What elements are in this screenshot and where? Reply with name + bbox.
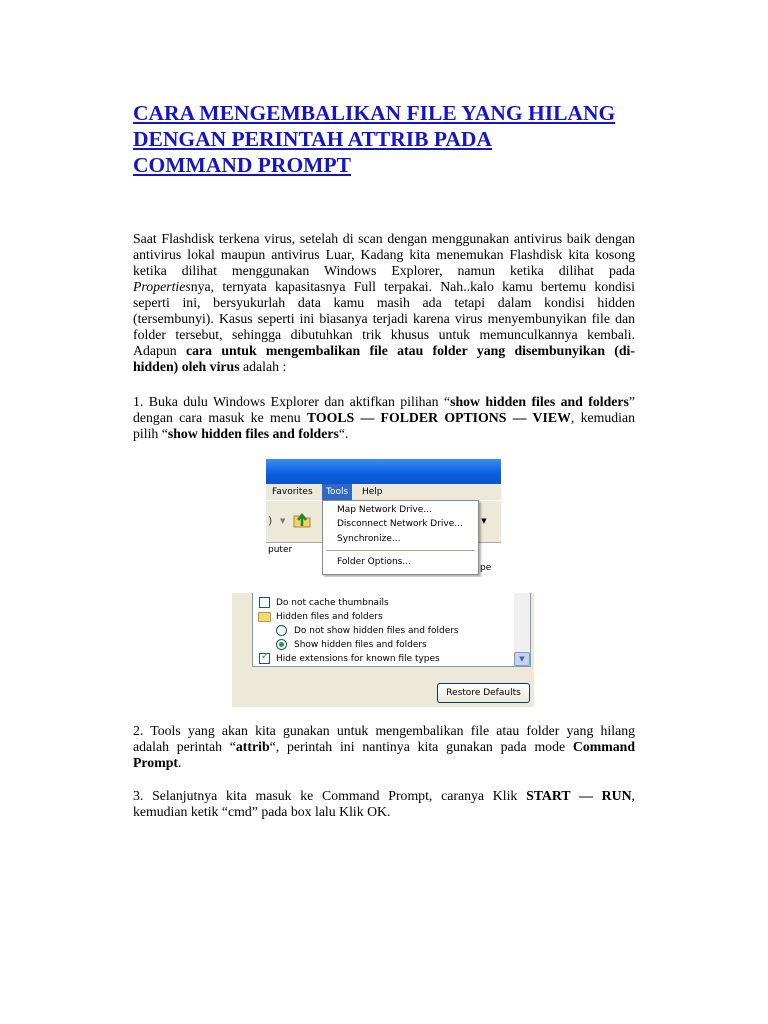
address-fragment: puter <box>268 545 293 555</box>
step-text: dengan cara masuk ke menu <box>133 410 307 425</box>
step-2-line <box>133 755 635 771</box>
step-2-paragraph <box>133 723 635 771</box>
step-bold: Command <box>572 739 635 754</box>
tools-dropdown-menu <box>322 500 479 575</box>
intro-bold: hidden) oleh virus <box>133 359 240 374</box>
step-2-line <box>133 739 635 755</box>
step-text: , kemudian <box>570 410 636 425</box>
step-text: pilih “ <box>133 426 168 441</box>
intro-text: Adapun <box>133 343 186 358</box>
show-hidden-radio[interactable] <box>276 639 287 650</box>
dropdown-arrow-icon[interactable]: ▼ <box>280 517 286 525</box>
intro-line <box>133 279 635 295</box>
intro-paragraph <box>133 231 635 375</box>
step-bold: TOOLS — FOLDER OPTIONS — VIEW <box>306 410 571 425</box>
title-line-2: DENGAN PERINTAH ATTRIB PADA <box>133 127 492 151</box>
step-text: , <box>631 788 635 803</box>
step-3-line <box>133 788 635 804</box>
hide-extensions-checkbox[interactable] <box>259 653 270 664</box>
menu-help[interactable]: Help <box>362 487 383 497</box>
step-text: . <box>177 755 182 770</box>
step-2-line: 2. Tools yang akan kita gunakan untuk mengembalikan file atau folder yang hilang <box>133 723 635 738</box>
step-1-line <box>133 394 635 410</box>
restore-defaults-button[interactable]: Restore Defaults <box>437 683 530 703</box>
step-bold: show hidden files and folders <box>450 394 629 409</box>
step-bold: Prompt <box>133 755 178 770</box>
scroll-down-icon[interactable]: ▼ <box>514 652 530 666</box>
menu-tools[interactable]: Tools <box>322 484 352 500</box>
step-1-line <box>133 410 635 426</box>
menu-item-folder-options[interactable]: Folder Options... <box>337 557 411 567</box>
step-bold: START — RUN <box>526 788 632 803</box>
window-titlebar <box>266 459 501 484</box>
menu-item-disconnect-network-drive[interactable]: Disconnect Network Drive... <box>337 519 463 529</box>
do-not-show-hidden-radio[interactable] <box>276 625 287 636</box>
step-1-line <box>133 426 635 442</box>
views-dropdown-arrow-icon[interactable]: ▼ <box>481 517 487 525</box>
step-bold: show hidden files and folders <box>167 426 339 441</box>
menu-item-map-network-drive[interactable]: Map Network Drive... <box>337 505 432 515</box>
folder-icon <box>258 612 271 622</box>
intro-line: seperti ini, bersyukurlah data kamu masih ada tetapi dalam kondisi hidden <box>133 295 635 310</box>
step-bold: attrib <box>235 739 270 754</box>
explorer-menu-screenshot <box>266 459 501 577</box>
intro-line: (tersembunyi). Kasus seperti ini biasanya terjadi karena virus menyembunyikan file dan <box>133 311 635 326</box>
step-text: ” <box>628 394 635 409</box>
do-not-cache-checkbox[interactable] <box>259 597 270 608</box>
step-text: “. <box>338 426 349 441</box>
step-3-line: kemudian ketik “cmd” pada box lalu Klik OK. <box>133 804 391 819</box>
menu-item-synchronize[interactable]: Synchronize... <box>337 534 401 544</box>
step-1-paragraph <box>133 394 635 442</box>
intro-line: ketika dilihat menggunakan Windows Explorer, namun ketika dilihat pada <box>133 263 635 278</box>
step-text: “, perintah ini nantinya kita gunakan pada mode <box>269 739 573 754</box>
intro-bold: cara untuk mengembalikan file atau folder yang disembunyikan (di- <box>185 343 635 358</box>
menu-separator <box>326 550 475 551</box>
step-3-paragraph <box>133 788 635 820</box>
menu-favorites[interactable]: Favorites <box>272 487 313 497</box>
intro-line <box>133 343 635 359</box>
hidden-files-group-label: Hidden files and folders <box>276 612 383 622</box>
intro-text: adalah : <box>239 359 287 374</box>
properties-italic: Properties <box>133 279 191 294</box>
intro-line: Saat Flashdisk terkena virus, setelah di scan dengan menggunakan antivirus baik dengan <box>133 231 635 246</box>
intro-line: antivirus lokal maupun antivirus Luar, Kadang kita menemukan Flashdisk kita kosong <box>133 247 635 262</box>
back-button-fragment[interactable]: ) <box>268 514 273 527</box>
hide-extensions-label: Hide extensions for known file types <box>276 654 440 664</box>
step-text: 3. Selanjutnya kita masuk ke Command Prompt, caranya Klik <box>133 788 527 803</box>
intro-text: nya, ternyata kapasitasnya Full terpakai. Nah..kalo kamu bertemu kondisi <box>190 279 635 294</box>
intro-line: folder tersebut, sehingga dibutuhkan trik khusus untuk memunculkannya kembali. <box>133 327 635 342</box>
title-line-3: COMMAND PROMPT <box>133 153 351 177</box>
do-not-show-hidden-label: Do not show hidden files and folders <box>294 626 459 636</box>
intro-line <box>133 359 635 375</box>
show-hidden-label: Show hidden files and folders <box>294 640 427 650</box>
type-column-fragment: pe <box>480 563 492 573</box>
folder-options-screenshot <box>232 593 534 707</box>
step-text: 1. Buka dulu Windows Explorer dan aktifkan pilihan “ <box>133 394 451 409</box>
page-title <box>133 100 633 178</box>
step-text: adalah perintah “ <box>133 739 236 754</box>
do-not-cache-label: Do not cache thumbnails <box>276 598 389 608</box>
folder-up-icon[interactable] <box>292 509 312 529</box>
title-line-1: CARA MENGEMBALIKAN FILE YANG HILANG <box>133 101 616 125</box>
